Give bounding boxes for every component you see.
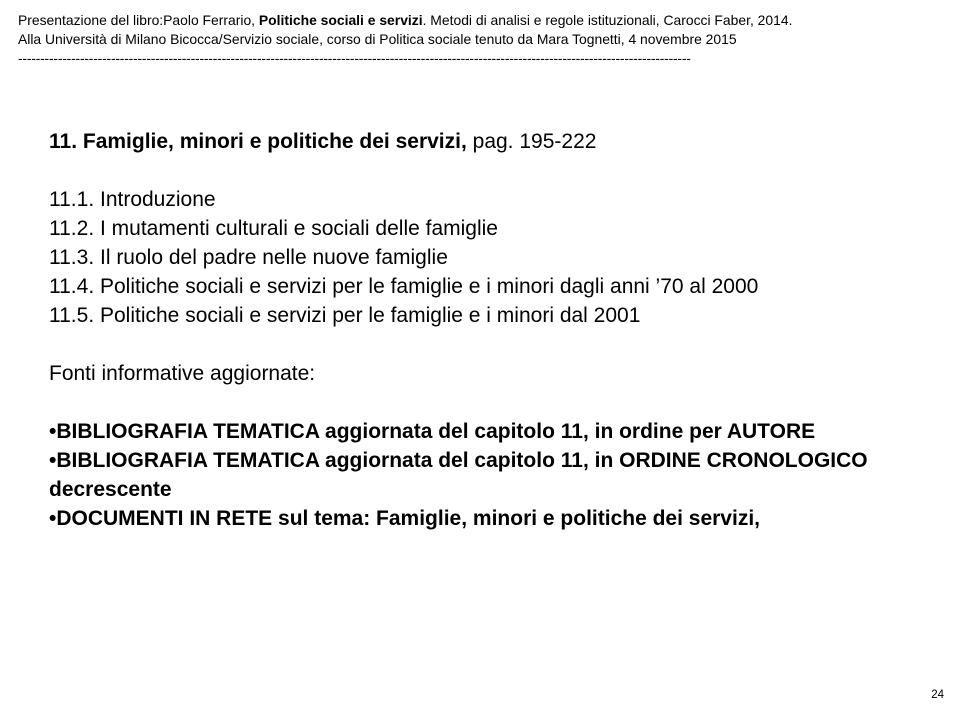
header-book-line xyxy=(18,11,948,30)
header-event-line: Alla Università di Milano Bicocca/Servizio sociale, corso di Politica sociale tenuto da Mara Tognetti, 4 novembre 2015 xyxy=(18,31,737,47)
header-book-title: Politiche sociali e servizi xyxy=(258,12,423,28)
source-item-online-documents[interactable]: •DOCUMENTI IN RETE sul tema: Famiglie, minori e politiche dei servizi, xyxy=(49,507,760,530)
header-divider: -------------------------------------------------------------------------------------------------------------------------------------------------------- xyxy=(18,50,691,66)
spacer xyxy=(49,330,929,359)
chapter-title-bold: 11. Famiglie, minori e politiche dei servizi, xyxy=(49,130,467,153)
source-item-bibliography-author[interactable]: •BIBLIOGRAFIA TEMATICA aggiornata del capitolo 11, in ordine per AUTORE xyxy=(49,420,816,443)
section-item: 11.5. Politiche sociali e servizi per le famiglie e i minori dal 2001 xyxy=(49,304,641,327)
chapter-title xyxy=(49,127,929,156)
section-item: 11.4. Politiche sociali e servizi per le famiglie e i minori dagli anni ’70 al 2000 xyxy=(49,275,759,298)
source-item-bibliography-chronological[interactable]: •BIBLIOGRAFIA TEMATICA aggiornata del capitolo 11, in ORDINE CRONOLOGICO decrescente xyxy=(49,449,868,501)
slide-content xyxy=(49,127,929,533)
section-item: 11.3. Il ruolo del padre nelle nuove famiglie xyxy=(49,246,448,269)
section-item: 11.1. Introduzione xyxy=(49,188,216,211)
header-book-suffix: . Metodi di analisi e regole istituzionali, Carocci Faber, 2014. xyxy=(422,12,793,28)
header-book-prefix: Presentazione del libro:Paolo Ferrario, xyxy=(18,12,259,28)
slide-header xyxy=(18,11,948,68)
section-item: 11.2. I mutamenti culturali e sociali delle famiglie xyxy=(49,217,498,240)
page-number: 24 xyxy=(931,689,944,701)
sources-heading: Fonti informative aggiornate: xyxy=(49,362,316,385)
spacer xyxy=(49,156,929,185)
spacer xyxy=(49,388,929,417)
chapter-pages: pag. 195-222 xyxy=(466,130,597,153)
